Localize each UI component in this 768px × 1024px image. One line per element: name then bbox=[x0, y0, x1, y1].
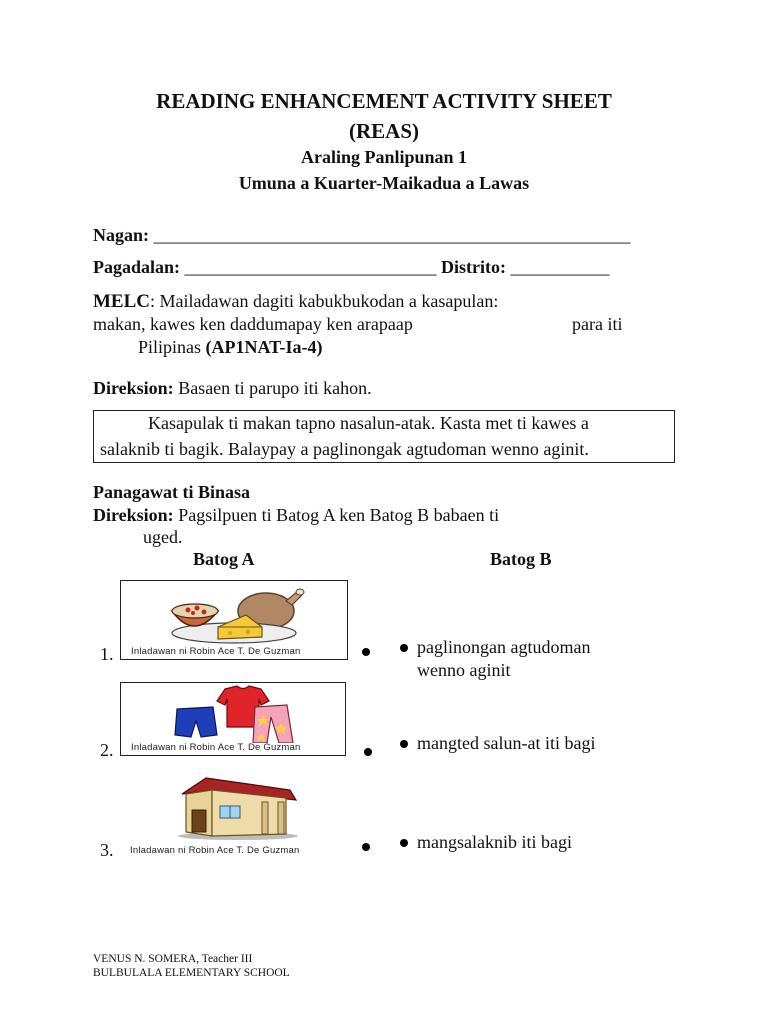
exercise-heading: Panagawat ti Binasa bbox=[93, 482, 251, 502]
reading-passage-box bbox=[93, 410, 675, 463]
melc-text-3: Pilipinas bbox=[138, 337, 202, 357]
direction-2-text: Pagsilpuen ti Batog A ken Batog B babaen ti bbox=[178, 505, 500, 525]
clothes-image bbox=[171, 685, 301, 743]
choice-2-dot[interactable] bbox=[400, 740, 408, 748]
item-3-credit: Inladawan ni Robin Ace T. De Guzman bbox=[130, 845, 300, 856]
direction-1 bbox=[93, 378, 372, 399]
page-title-abbrev: (REAS) bbox=[348, 119, 419, 143]
column-b-header: Batog B bbox=[490, 549, 552, 569]
item-1-dot[interactable] bbox=[362, 648, 370, 656]
column-a-header: Batog A bbox=[193, 549, 255, 569]
melc-line-3 bbox=[138, 337, 323, 358]
reading-line-1: Kasapulak ti makan tapno nasalun-atak. Kasta met ti kawes a bbox=[148, 413, 589, 433]
reading-line-2: salaknib ti bagik. Balaypay a paglinongak agtudoman wenno aginit. bbox=[100, 439, 589, 459]
item-1-picture-box bbox=[120, 580, 348, 660]
name-blank[interactable]: _____________________________________________________ bbox=[153, 225, 631, 245]
melc-line-2-end: para iti bbox=[572, 314, 623, 334]
door-icon bbox=[192, 810, 206, 832]
choice-3-dot[interactable] bbox=[400, 839, 408, 847]
choice-1-dot[interactable] bbox=[400, 644, 408, 652]
melc-label: MELC bbox=[93, 291, 150, 312]
district-label: Distrito: bbox=[441, 257, 506, 277]
item-number-2: 2. bbox=[100, 740, 114, 760]
item-1-credit: Inladawan ni Robin Ace T. De Guzman bbox=[131, 646, 301, 657]
direction-1-label: Direksion: bbox=[93, 378, 174, 398]
footer-school: BULBULALA ELEMENTARY SCHOOL bbox=[93, 967, 290, 979]
item-number-3: 3. bbox=[100, 840, 114, 860]
melc-line-2: makan, kawes ken daddumapay ken arapaap bbox=[93, 314, 413, 334]
house-image bbox=[172, 776, 300, 840]
school-blank[interactable]: ____________________________ bbox=[184, 257, 437, 277]
direction-2 bbox=[93, 505, 499, 526]
name-field[interactable] bbox=[93, 225, 631, 246]
melc-text-1: : Mailadawan dagiti kabukbukodan a kasapulan: bbox=[150, 291, 499, 311]
item-3-dot[interactable] bbox=[362, 843, 370, 851]
page-title: READING ENHANCEMENT ACTIVITY SHEET bbox=[156, 89, 612, 113]
subject-title: Araling Panlipunan 1 bbox=[300, 147, 468, 167]
melc-code: (AP1NAT-Ia-4) bbox=[205, 337, 323, 357]
school-label: Pagadalan: bbox=[93, 257, 181, 277]
district-blank[interactable]: ___________ bbox=[510, 257, 610, 277]
direction-2-cont: uged. bbox=[143, 527, 183, 547]
food-image bbox=[166, 583, 316, 645]
item-number-1: 1. bbox=[100, 644, 114, 664]
choice-2-line-1: mangted salun-at iti bagi bbox=[417, 733, 596, 753]
choice-1-line-1: paglinongan agtudoman bbox=[417, 637, 591, 657]
name-label: Nagan: bbox=[93, 225, 150, 245]
melc-line-1 bbox=[93, 291, 498, 313]
item-2-dot[interactable] bbox=[364, 748, 372, 756]
direction-1-text: Basaen ti parupo iti kahon. bbox=[178, 378, 372, 398]
school-district-row bbox=[93, 257, 610, 278]
quarter-week-title: Umuna a Kuarter-Maikadua a Lawas bbox=[238, 173, 530, 193]
choice-1-line-2: wenno aginit bbox=[417, 660, 511, 680]
footer-teacher: VENUS N. SOMERA, Teacher III bbox=[93, 953, 253, 965]
direction-2-label: Direksion: bbox=[93, 505, 174, 525]
item-2-credit: Inladawan ni Robin Ace T. De Guzman bbox=[131, 742, 301, 753]
shorts-icon bbox=[175, 707, 217, 737]
item-2-picture-box bbox=[120, 682, 346, 756]
choice-3-line-1: mangsalaknib iti bagi bbox=[417, 832, 572, 852]
